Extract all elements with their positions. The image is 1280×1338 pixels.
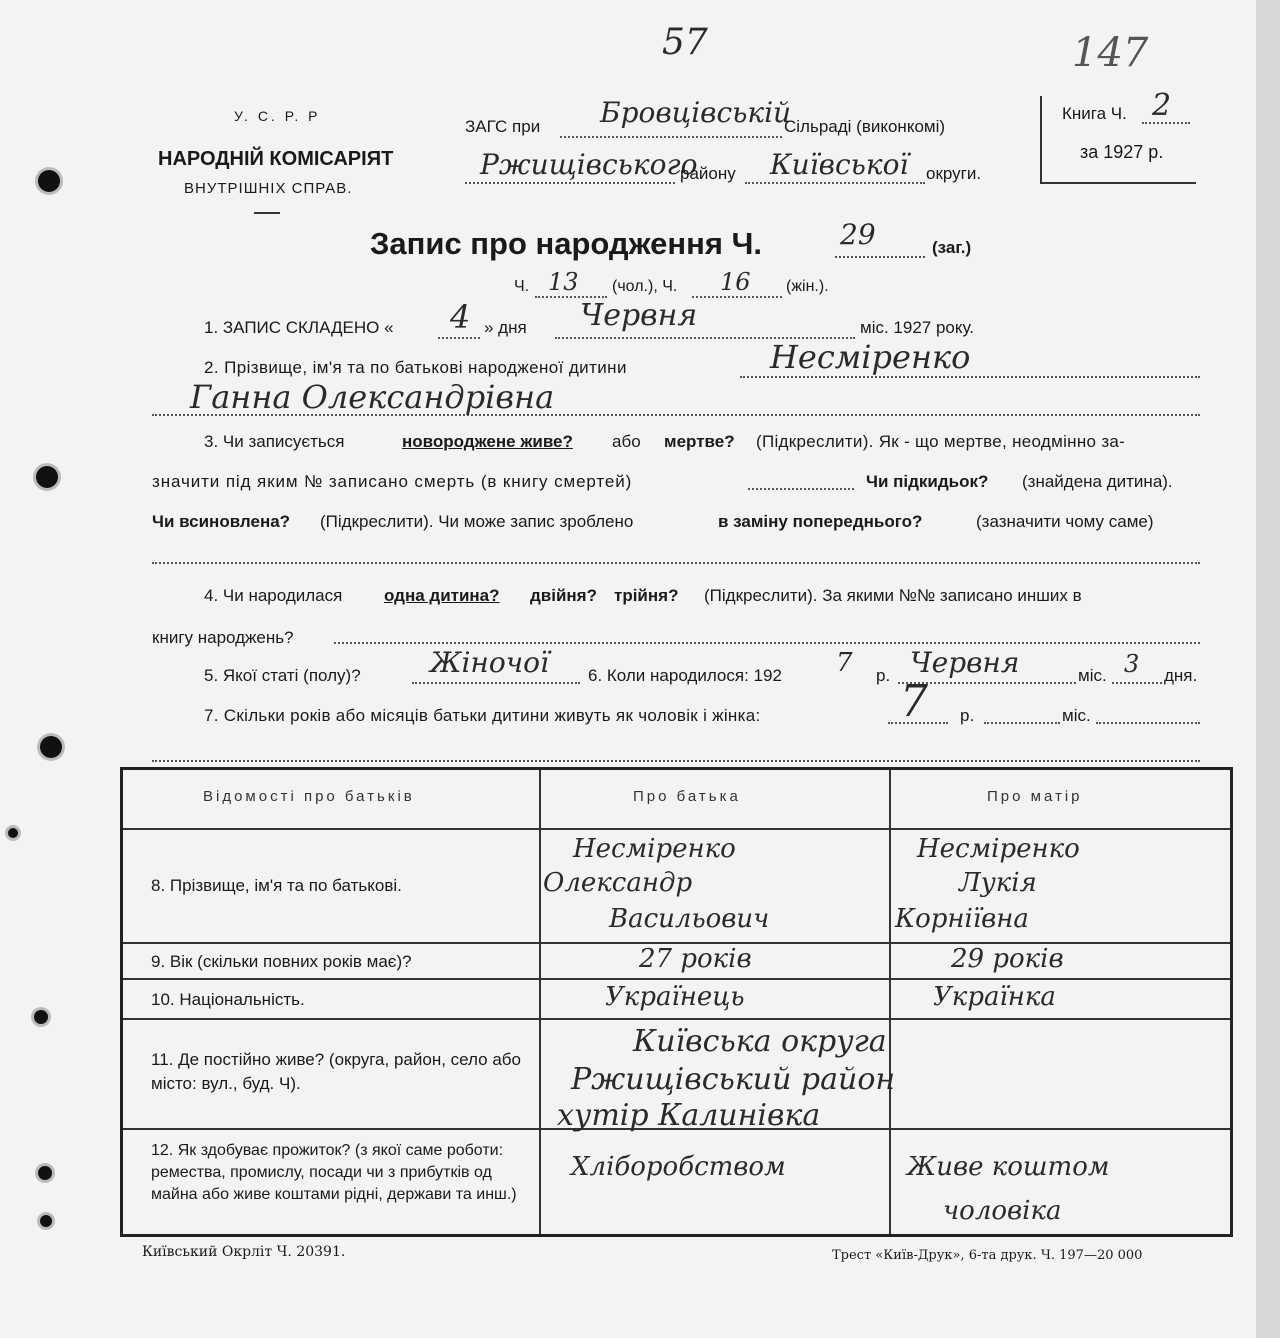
item6-dnya: дня. bbox=[1164, 666, 1198, 685]
commissariat-title: НАРОДНІЙ КОМІСАРІЯТ bbox=[158, 148, 394, 170]
row10-father: Українець bbox=[605, 982, 745, 1012]
commissariat-subtitle: ВНУТРІШНІХ СПРАВ. bbox=[184, 180, 353, 197]
row12-mother-2: чоловіка bbox=[943, 1196, 1062, 1226]
ussr-label: У. С. Р. Р bbox=[234, 108, 321, 124]
district-suffix: району bbox=[680, 164, 736, 183]
item4-l1d: трійня? bbox=[614, 586, 679, 605]
item2-surname: Несміренко bbox=[770, 338, 971, 376]
item3-l3d: (зазначити чому саме) bbox=[976, 512, 1154, 531]
header-father: Про батька bbox=[633, 788, 741, 805]
okrug-dots bbox=[745, 182, 925, 184]
item2-name: Ганна Олександрівна bbox=[190, 378, 555, 416]
row9-father: 27 років bbox=[639, 944, 752, 974]
item6-day-dots bbox=[1112, 682, 1162, 684]
item1-suffix: міс. 1927 року. bbox=[860, 318, 975, 337]
zags-dots bbox=[560, 136, 782, 138]
item6-year: 7 bbox=[836, 648, 853, 678]
header-mother: Про матір bbox=[987, 788, 1083, 805]
footer-right: Трест «Київ-Друк», 6-та друк. Ч. 197—20 000 bbox=[832, 1248, 1143, 1263]
punch-hole bbox=[8, 828, 18, 838]
item3-l1b: новороджене живе? bbox=[402, 432, 573, 451]
footer-left: Київський Окрліт Ч. 20391. bbox=[142, 1244, 346, 1260]
item3-l1c: або bbox=[612, 432, 641, 451]
book-number: 2 bbox=[1152, 88, 1172, 123]
item3-l2b: Чи підкидьок? bbox=[866, 472, 989, 491]
item6-label: 6. Коли народилося: 192 bbox=[588, 666, 782, 685]
item3-l3a: Чи всиновлена? bbox=[152, 512, 291, 531]
male-ch: Ч. bbox=[514, 278, 530, 295]
row11-place-1: Київська округа bbox=[633, 1024, 887, 1059]
row12-father: Хліборобством bbox=[571, 1152, 786, 1182]
punch-hole bbox=[38, 170, 60, 192]
top-number: 57 bbox=[662, 22, 708, 63]
item7-r: р. bbox=[960, 706, 975, 725]
punch-hole bbox=[36, 466, 58, 488]
item6-month: Червня bbox=[910, 646, 1020, 679]
row8-mother-1: Несміренко bbox=[917, 834, 1080, 864]
table-divider bbox=[123, 1018, 1230, 1020]
item3-l2c: (знайдена дитина). bbox=[1022, 472, 1173, 491]
zags-hand: Бровцівській bbox=[600, 96, 792, 129]
item7-extra-dots bbox=[1096, 722, 1200, 724]
item7-label: 7. Скільки років або місяців батьки дитини живуть як чоловік і жінка: bbox=[204, 706, 761, 725]
item7-years: 7 bbox=[900, 676, 928, 727]
item1-day: 4 bbox=[450, 298, 471, 336]
item2-text: 2. Прізвище, ім'я та по батькові народженої дитини bbox=[204, 358, 627, 377]
item3-l1a: 3. Чи записується bbox=[204, 432, 345, 451]
item2-dots bbox=[740, 376, 1200, 378]
record-number: 29 bbox=[840, 218, 876, 251]
corner-number: 147 bbox=[1072, 30, 1149, 76]
parents-table bbox=[120, 767, 1233, 1237]
row11-place-3: хутір Калинівка bbox=[557, 1098, 821, 1133]
item1-mid: » дня bbox=[484, 318, 527, 337]
item3-l1e: (Підкреслити). Як - що мертве, неодмінно за- bbox=[756, 432, 1126, 451]
row9-mother: 29 років bbox=[951, 944, 1064, 974]
row10-mother: Українка bbox=[933, 982, 1056, 1012]
row8-mother-2: Лукія bbox=[959, 868, 1037, 898]
punch-hole bbox=[38, 1166, 52, 1180]
punch-hole bbox=[40, 736, 62, 758]
table-divider bbox=[123, 978, 1230, 980]
record-title: Запис про народження Ч. bbox=[370, 226, 762, 261]
female-label: (жін.). bbox=[786, 278, 829, 295]
row10-label: 10. Національність. bbox=[151, 990, 305, 1009]
table-divider bbox=[539, 770, 541, 1234]
item7-mis: міс. bbox=[1062, 706, 1091, 725]
row8-father-3: Васильович bbox=[609, 904, 770, 934]
row11-place-2: Ржищівський район bbox=[571, 1062, 896, 1097]
punch-hole bbox=[34, 1010, 48, 1024]
zags-prefix: ЗАГС при bbox=[465, 117, 541, 136]
item7-line-dots bbox=[152, 760, 1200, 762]
row12-mother-1: Живе коштом bbox=[907, 1152, 1110, 1182]
item4-dots bbox=[334, 642, 1200, 644]
row8-father-1: Несміренко bbox=[573, 834, 736, 864]
female-count: 16 bbox=[720, 268, 751, 296]
item3-l2a: значити під яким № записано смерть (в книгу смертей) bbox=[152, 472, 633, 491]
row11-label: 11. Де постійно живе? (округа, район, село або місто: вул., буд. Ч). bbox=[151, 1050, 521, 1093]
item7-mis-dots bbox=[984, 722, 1060, 724]
okrug-suffix: округи. bbox=[926, 164, 982, 183]
item3-l3b: (Підкреслити). Чи може запис зроблено bbox=[320, 512, 634, 531]
page-edge bbox=[1256, 0, 1280, 1338]
item1-day-dots bbox=[438, 337, 480, 339]
item5-label: 5. Якої статі (полу)? bbox=[204, 666, 361, 685]
item1-month: Червня bbox=[580, 298, 698, 333]
male-label: (чол.), Ч. bbox=[612, 278, 678, 295]
female-dots bbox=[692, 296, 782, 298]
item5-value: Жіночої bbox=[430, 646, 549, 679]
item5-dots bbox=[412, 682, 580, 684]
zags-suffix: Сільраді (виконкомі) bbox=[784, 117, 946, 136]
row12-label: 12. Як здобуває прожиток? (з якої саме роботи: ремества, промислу, посади чи з прибутків од майна або живе коштами рідні, держави та инш.) bbox=[151, 1142, 517, 1203]
header-parents: Відомості про батьків bbox=[203, 788, 415, 805]
district-hand: Ржищівського bbox=[480, 148, 698, 181]
item4-l1a: 4. Чи народилася bbox=[204, 586, 343, 605]
header-rule bbox=[254, 212, 280, 214]
item3-l1d: мертве? bbox=[664, 432, 735, 451]
item4-l2: книгу народжень? bbox=[152, 628, 294, 647]
book-year: за 1927 р. bbox=[1080, 142, 1164, 162]
punch-hole bbox=[40, 1215, 52, 1227]
item6-day: 3 bbox=[1124, 650, 1140, 678]
table-divider bbox=[123, 828, 1230, 830]
item4-l1c: двійня? bbox=[530, 586, 597, 605]
okrug-hand: Київської bbox=[770, 148, 909, 181]
item3-extra-dots bbox=[152, 562, 1200, 564]
row8-mother-3: Корніївна bbox=[895, 904, 1029, 934]
record-zag: (заг.) bbox=[932, 238, 972, 257]
item4-l1e: (Підкреслити). За якими №№ записано инших в bbox=[704, 586, 1082, 605]
table-divider bbox=[889, 770, 891, 1234]
item1-prefix: 1. ЗАПИС СКЛАДЕНО « bbox=[204, 318, 394, 337]
item6-mis: міс. bbox=[1078, 666, 1107, 685]
item3-l2-dots bbox=[748, 488, 854, 490]
item4-l1b: одна дитина? bbox=[384, 586, 500, 605]
title-dots bbox=[835, 256, 925, 258]
row8-label: 8. Прізвище, ім'я та по батькові. bbox=[151, 876, 402, 895]
item6-r: р. bbox=[876, 666, 891, 685]
district-dots bbox=[465, 182, 675, 184]
male-count: 13 bbox=[548, 268, 579, 296]
item3-l3c: в заміну попереднього? bbox=[718, 512, 923, 531]
book-label: Книга Ч. bbox=[1062, 104, 1127, 123]
row9-label: 9. Вік (скільки повних років має)? bbox=[151, 952, 412, 971]
row8-father-2: Олександр bbox=[543, 868, 693, 898]
